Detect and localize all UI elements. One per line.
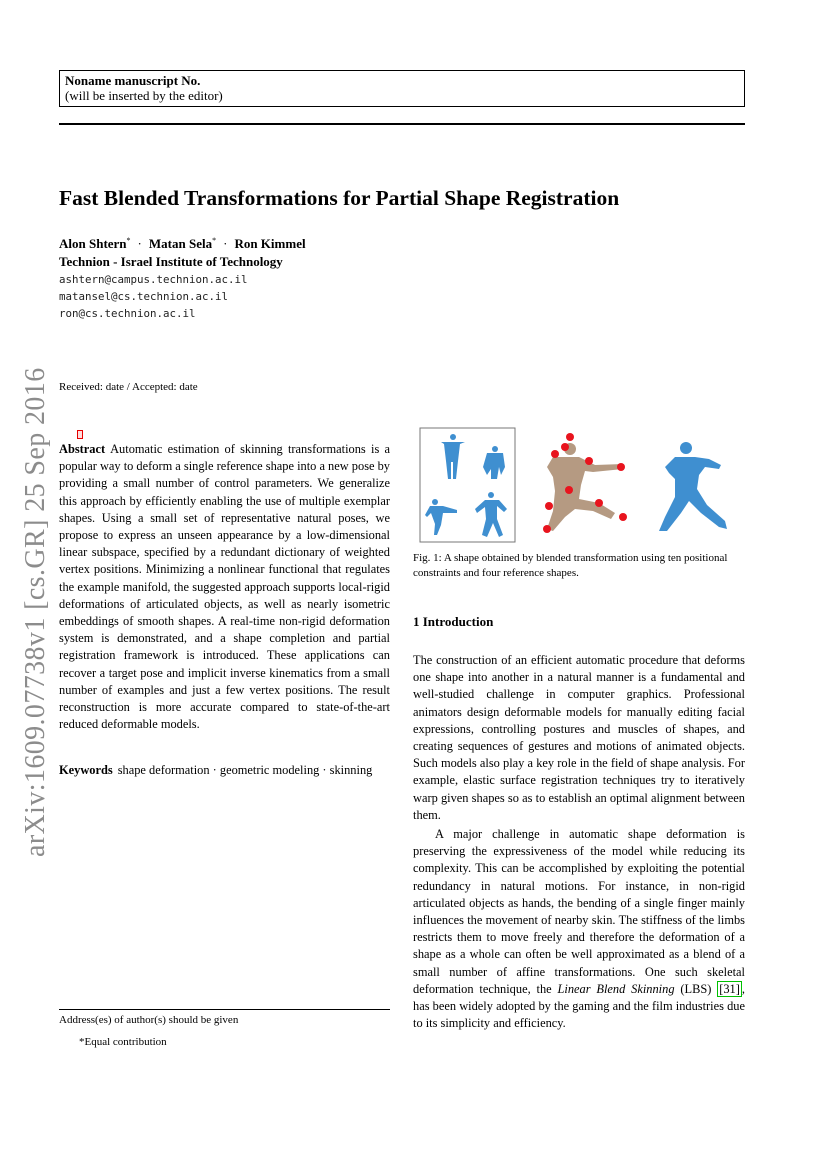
- equal-contribution-mark: *: [126, 236, 131, 245]
- intro-paragraph: [413, 826, 745, 1032]
- figure-label: Fig. 1:: [413, 552, 442, 564]
- footnote-rule: [59, 1009, 390, 1010]
- abstract-text: Automatic estimation of skinning transformations is a popular way to deform a single reference shape into a new pose by providing a small number of control parameters. We generalize this approach by efficiently enabling the use of multiple exemplar shapes. Using a small set of representative natural poses, we propose to express an unseen appearance by a low-dimensional linear subspace, specified by a redundant dictionary of weighted vertex positions. Minimizing a nonlinear functional that regulates the example manifold, the suggested approach supports local-rigid deformations of articulated objects, as well as nearly isometric embeddings of smooth shapes. A real-time non-rigid deformation system is demonstrated, and a shape completion and partial registration framework is introduced. These applications can recover a target pose and implicit inverse kinematics from a small number of examples and just a few vertex positions. The result reconstruction is more accurate compared to state-of-the-art reduced deformable models.: [59, 442, 390, 732]
- keywords-text: shape deformation · geometric modeling · skinning: [117, 763, 373, 777]
- figure-caption-text: A shape obtained by blended transformation using ten positional constraints and four reference shapes.: [413, 552, 728, 579]
- paragraph-text: A major challenge in automatic shape deformation is preserving the expressiveness of the model while reducing its complexity. This can be accomplished by exploiting the potential redundancy in natural motions. For instance, in non-rigid articulated objects as hands, the bending of a single finger mainly influences the movement of nearby skin. The stiffness of the limbs restricts them to move freely and therefore the deformation of a shape as a whole can often be well approximated as a blend of a small number of affine transformations. One such skeletal deformation technique, the: [413, 827, 745, 996]
- result-shape: [659, 442, 727, 531]
- author-name: Matan Sela: [148, 236, 213, 251]
- email-link[interactable]: ron@cs.technion.ac.il: [59, 307, 196, 320]
- affiliation: Technion - Israel Institute of Technology: [59, 254, 283, 269]
- footnote-equal-contribution: *Equal contribution: [79, 1036, 167, 1048]
- author-name: Ron Kimmel: [234, 236, 306, 251]
- received-date: Received: date / Accepted: date: [59, 381, 198, 393]
- intro-paragraph: The construction of an efficient automatic procedure that deforms one shape into another in a natural manner is a fundamental and well-studied challenge in computer graphics. Professional animators design deformable models for manually editing facial expressions, controlling postures and muscles of shapes, and creating sequences of gestures and motions of animated objects. Such models also play a key role in the field of shape analysis. For example, elastic surface registration techniques try to iteratively warp given shapes so as to establish an optimal alignment between them.: [413, 653, 745, 822]
- figure-1: [413, 427, 747, 545]
- manuscript-number: Noname manuscript No.: [65, 73, 201, 88]
- figure-illustration: [413, 427, 747, 545]
- annotation-marker[interactable]: [77, 430, 83, 439]
- abstract-heading: Abstract: [59, 442, 106, 456]
- figure-caption: [413, 551, 745, 581]
- keywords: [59, 762, 390, 779]
- arxiv-stamp: arXiv:1609.07738v1 [cs.GR] 25 Sep 2016: [20, 367, 51, 857]
- header-rule: [59, 123, 745, 125]
- term-lbs: Linear Blend Skinning: [557, 981, 675, 996]
- section-heading: 1 Introduction: [413, 614, 494, 629]
- email-link[interactable]: ashtern@campus.technion.ac.il: [59, 273, 248, 286]
- abstract: [59, 441, 390, 733]
- editor-note: (will be inserted by the editor): [65, 88, 223, 103]
- paragraph-text: , has been widely adopted by the gaming and the film industries due to its simplicity and efficiency.: [413, 981, 745, 1031]
- keywords-heading: Keywords: [59, 763, 113, 777]
- email-link[interactable]: matansel@cs.technion.ac.il: [59, 290, 229, 303]
- reference-shapes-panel: [420, 428, 515, 542]
- footnote-address: Address(es) of author(s) should be given: [59, 1014, 239, 1026]
- author-separator: ·: [137, 236, 142, 251]
- manuscript-box: [59, 70, 745, 107]
- author-name: Alon Shtern: [59, 236, 127, 251]
- citation-link[interactable]: [31]: [719, 981, 740, 996]
- author-separator: ·: [223, 236, 228, 251]
- paper-title: Fast Blended Transformations for Partial Shape Registration: [59, 186, 620, 210]
- deformed-shape: [547, 443, 623, 531]
- equal-contribution-mark: *: [212, 236, 217, 245]
- author-list: [59, 236, 306, 252]
- term-abbreviation: (LBS): [680, 981, 712, 996]
